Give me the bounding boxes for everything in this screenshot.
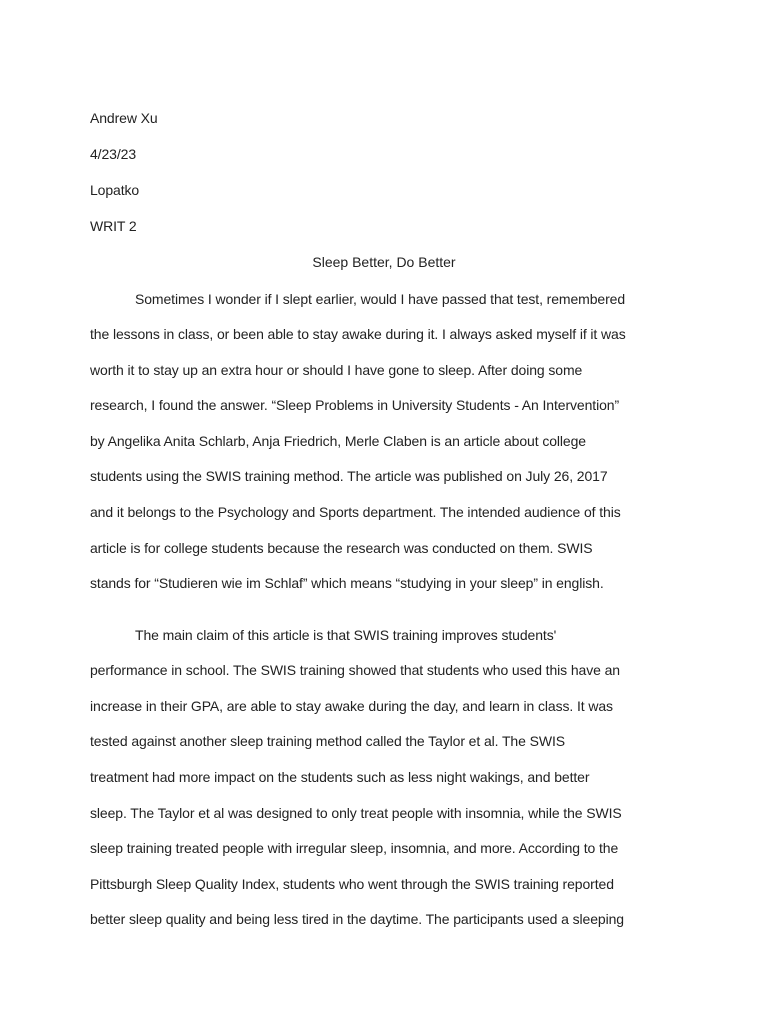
course-name: WRIT 2 (90, 218, 137, 234)
paragraph-line: better sleep quality and being less tired in the daytime. The participants used a sleeping (90, 911, 624, 927)
paragraph-line: the lessons in class, or been able to stay awake during it. I always asked myself if it was (90, 326, 626, 342)
paragraph-line: Sometimes I wonder if I slept earlier, would I have passed that test, remembered (135, 291, 626, 307)
essay-title: Sleep Better, Do Better (312, 254, 456, 270)
paragraph-line: Pittsburgh Sleep Quality Index, students who went through the SWIS training reported (90, 876, 614, 892)
paragraph-line: and it belongs to the Psychology and Sports department. The intended audience of this (90, 504, 621, 520)
author-name: Andrew Xu (90, 110, 158, 126)
paragraph-line: students using the SWIS training method. The article was published on July 26, 2017 (90, 468, 608, 484)
paragraph-line: sleep training treated people with irregular sleep, insomnia, and more. According to the (90, 840, 619, 856)
instructor-name: Lopatko (90, 182, 140, 198)
paragraph-line: stands for “Studieren wie im Schlaf” which means “studying in your sleep” in english. (90, 575, 604, 591)
paragraph-line: by Angelika Anita Schlarb, Anja Friedrich, Merle Claben is an article about college (90, 433, 586, 449)
paragraph-line: sleep. The Taylor et al was designed to only treat people with insomnia, while the SWIS (90, 805, 622, 821)
paragraph-line: performance in school. The SWIS training showed that students who used this have an (90, 662, 620, 678)
paragraph-line: research, I found the answer. “Sleep Problems in University Students - An Intervention” (90, 397, 620, 413)
paragraph-line: worth it to stay up an extra hour or should I have gone to sleep. After doing some (90, 362, 583, 378)
paragraph-line: The main claim of this article is that SWIS training improves students' (135, 627, 557, 643)
date: 4/23/23 (90, 146, 137, 162)
paragraph-line: increase in their GPA, are able to stay awake during the day, and learn in class. It was (90, 698, 613, 714)
paragraph-line: tested against another sleep training method called the Taylor et al. The SWIS (90, 733, 565, 749)
paragraph-line: treatment had more impact on the students such as less night wakings, and better (90, 769, 590, 785)
paragraph-line: article is for college students because the research was conducted on them. SWIS (90, 540, 593, 556)
